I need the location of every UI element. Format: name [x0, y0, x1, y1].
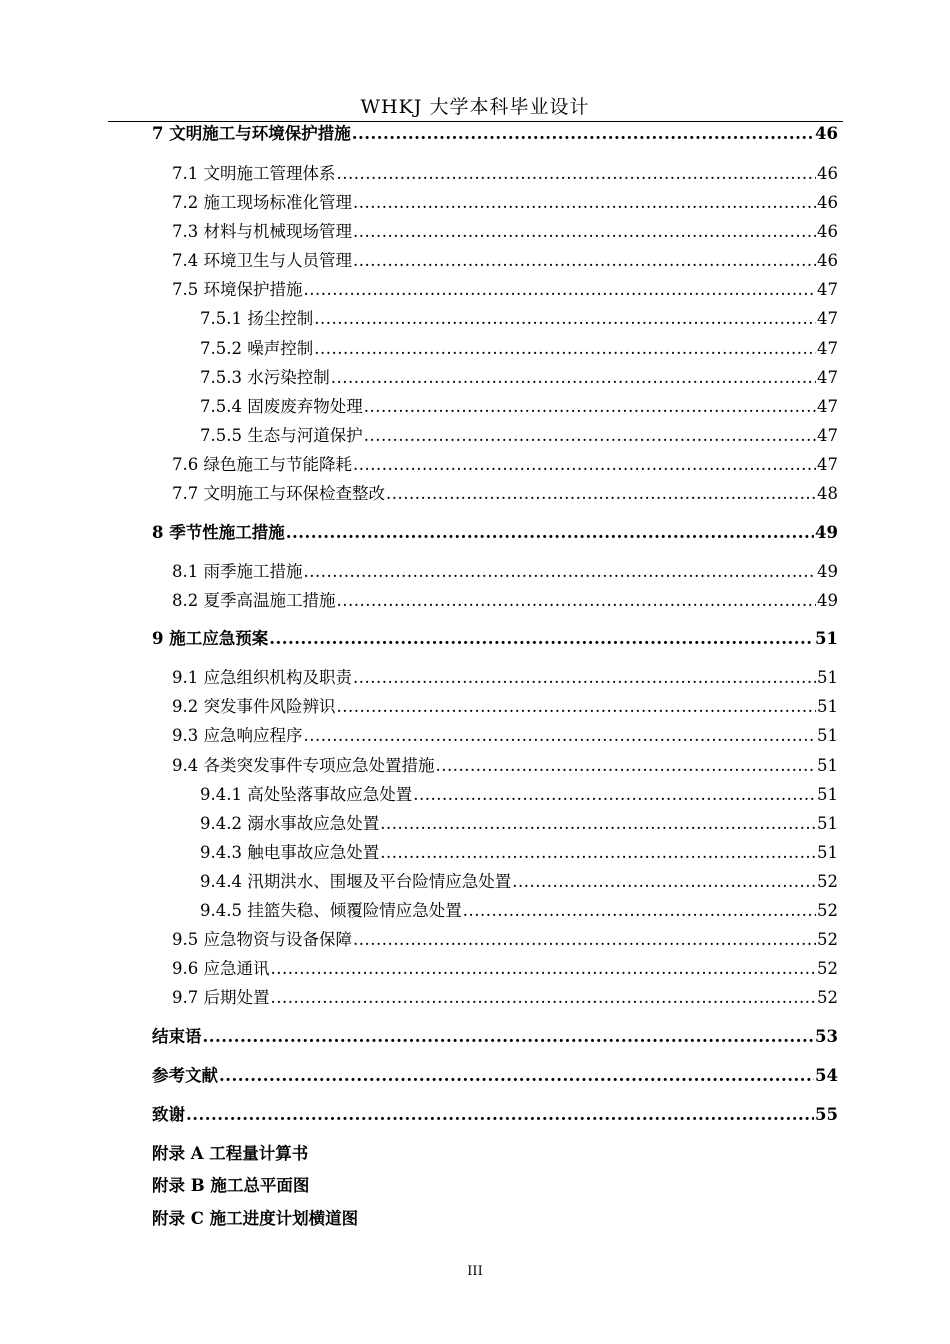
toc-entry[interactable] [200, 338, 838, 360]
toc-entry-title: 9.3 应急响应程序 [172, 726, 303, 745]
toc-page-number: 52 [817, 872, 838, 891]
toc-leader-dots [337, 163, 817, 185]
toc-page-number: 51 [817, 756, 838, 775]
toc-leader-dots [304, 279, 817, 301]
toc-page-number: 51 [817, 843, 838, 862]
toc-leader-dots [331, 367, 816, 389]
toc-entry-title: 9.4 各类突发事件专项应急处置措施 [172, 756, 435, 775]
toc-leader-dots [304, 561, 817, 583]
toc-entry[interactable] [200, 900, 838, 922]
toc-entry[interactable] [200, 871, 838, 893]
toc-leader-dots [364, 425, 816, 447]
toc-entry[interactable] [200, 308, 838, 330]
toc-entry[interactable] [200, 784, 838, 806]
toc-entry[interactable] [172, 163, 838, 185]
toc-entry[interactable] [200, 842, 838, 864]
toc-page-number: 46 [815, 124, 838, 143]
toc-appendix-entry[interactable] [152, 1175, 309, 1197]
toc-entry[interactable] [200, 813, 838, 835]
toc-page-number: 55 [815, 1105, 838, 1124]
page-number: III [467, 1264, 483, 1279]
toc-leader-dots [353, 454, 816, 476]
toc-leader-dots [286, 522, 814, 544]
toc-entry[interactable] [172, 192, 838, 214]
toc-entry[interactable] [172, 958, 838, 980]
toc-leader-dots [353, 667, 816, 689]
toc-entry[interactable] [172, 454, 838, 476]
toc-entry[interactable] [172, 929, 838, 951]
toc-entry-title: 9.4.1 高处坠落事故应急处置 [200, 785, 413, 804]
toc-entry-title: 7.2 施工现场标准化管理 [172, 193, 352, 212]
toc-leader-dots [463, 900, 816, 922]
toc-page-number: 49 [817, 562, 838, 581]
toc-entry-title: 8.1 雨季施工措施 [172, 562, 303, 581]
toc-entry-title: 9 施工应急预案 [152, 629, 269, 648]
toc-entry-title: 9.4.4 汛期洪水、围堰及平台险情应急处置 [200, 872, 512, 891]
toc-appendix-entry[interactable] [152, 1208, 358, 1230]
toc-page-number: 46 [817, 193, 838, 212]
toc-chapter-entry[interactable] [152, 123, 838, 145]
toc-chapter-entry[interactable] [152, 522, 838, 544]
toc-leader-dots [353, 221, 816, 243]
toc-leader-dots [380, 813, 816, 835]
toc-entry-title: 7.1 文明施工管理体系 [172, 164, 336, 183]
toc-entry-title: 致谢 [152, 1105, 185, 1124]
toc-entry-title: 7.5.3 水污染控制 [200, 368, 330, 387]
toc-entry-title: 9.7 后期处置 [172, 988, 270, 1007]
toc-page-number: 48 [817, 484, 838, 503]
toc-entry-title: 9.1 应急组织机构及职责 [172, 668, 352, 687]
toc-leader-dots [219, 1065, 814, 1087]
toc-entry-title: 7.3 材料与机械现场管理 [172, 222, 352, 241]
toc-entry[interactable] [172, 250, 838, 272]
toc-entry[interactable] [172, 987, 838, 1009]
toc-chapter-entry[interactable] [152, 1065, 838, 1087]
toc-entry[interactable] [172, 561, 838, 583]
toc-leader-dots [304, 725, 817, 747]
toc-entry[interactable] [200, 396, 838, 418]
toc-entry[interactable] [172, 755, 838, 777]
toc-appendix-entry[interactable] [152, 1143, 308, 1165]
toc-leader-dots [413, 784, 816, 806]
toc-chapter-entry[interactable] [152, 1026, 838, 1048]
toc-leader-dots [436, 755, 817, 777]
toc-entry-title: 附录 C 施工进度计划横道图 [152, 1209, 359, 1228]
toc-page-number: 52 [817, 988, 838, 1007]
toc-entry-title: 9.5 应急物资与设备保障 [172, 930, 352, 949]
toc-entry-title: 7.5.1 扬尘控制 [200, 309, 314, 328]
toc-entry-title: 8.2 夏季高温施工措施 [172, 591, 336, 610]
toc-leader-dots [271, 958, 817, 980]
toc-leader-dots [386, 483, 816, 505]
toc-chapter-entry[interactable] [152, 1104, 838, 1126]
toc-entry-title: 结束语 [152, 1027, 202, 1046]
toc-entry-title: 参考文献 [152, 1066, 218, 1085]
toc-page-number: 52 [817, 930, 838, 949]
toc-page-number: 47 [817, 426, 838, 445]
toc-entry-title: 7.5 环境保护措施 [172, 280, 303, 299]
toc-page-number: 47 [817, 309, 838, 328]
toc-entry[interactable] [172, 221, 838, 243]
page-header: WHKJ 大学本科毕业设计 [360, 96, 590, 118]
toc-page-number: 46 [817, 251, 838, 270]
toc-page-number: 54 [815, 1066, 838, 1085]
toc-leader-dots [314, 338, 816, 360]
toc-entry-title: 7.5.5 生态与河道保护 [200, 426, 363, 445]
toc-entry[interactable] [172, 696, 838, 718]
toc-page-number: 47 [817, 455, 838, 474]
toc-leader-dots [353, 250, 816, 272]
toc-entry-title: 9.2 突发事件风险辨识 [172, 697, 336, 716]
toc-entry[interactable] [172, 483, 838, 505]
toc-entry-title: 7.5.4 固废废弃物处理 [200, 397, 363, 416]
toc-leader-dots [353, 192, 816, 214]
toc-entry-title: 9.6 应急通讯 [172, 959, 270, 978]
toc-leader-dots [512, 871, 816, 893]
toc-leader-dots [271, 987, 817, 1009]
toc-entry[interactable] [200, 367, 838, 389]
toc-page-number: 47 [817, 368, 838, 387]
toc-entry-title: 附录 A 工程量计算书 [152, 1144, 309, 1163]
toc-page-number: 49 [817, 591, 838, 610]
toc-entry[interactable] [172, 279, 838, 301]
toc-page-number: 46 [817, 164, 838, 183]
toc-entry-title: 7.6 绿色施工与节能降耗 [172, 455, 352, 474]
toc-leader-dots [337, 696, 817, 718]
toc-entry[interactable] [172, 725, 838, 747]
toc-page-number: 51 [817, 668, 838, 687]
toc-page-number: 47 [817, 397, 838, 416]
toc-page-number: 46 [817, 222, 838, 241]
toc-leader-dots [380, 842, 816, 864]
toc-leader-dots [364, 396, 816, 418]
toc-page-number: 51 [817, 785, 838, 804]
toc-page-number: 47 [817, 339, 838, 358]
toc-entry[interactable] [172, 590, 838, 612]
toc-leader-dots [337, 590, 817, 612]
toc-entry-title: 9.4.3 触电事故应急处置 [200, 843, 380, 862]
toc-entry[interactable] [200, 425, 838, 447]
toc-entry-title: 8 季节性施工措施 [152, 523, 285, 542]
toc-entry-title: 7.4 环境卫生与人员管理 [172, 251, 352, 270]
toc-page-number: 51 [817, 697, 838, 716]
toc-page-number: 51 [815, 629, 838, 648]
toc-page-number: 52 [817, 901, 838, 920]
toc-page-number: 51 [817, 726, 838, 745]
toc-page-number: 51 [817, 814, 838, 833]
toc-page-number: 53 [815, 1027, 838, 1046]
toc-entry-title: 9.4.2 溺水事故应急处置 [200, 814, 380, 833]
toc-entry-title: 7.5.2 噪声控制 [200, 339, 314, 358]
toc-page-number: 47 [817, 280, 838, 299]
toc-entry-title: 附录 B 施工总平面图 [152, 1176, 310, 1195]
toc-leader-dots [269, 628, 814, 650]
toc-entry-title: 7 文明施工与环境保护措施 [152, 124, 351, 143]
toc-entry-title: 9.4.5 挂篮失稳、倾覆险情应急处置 [200, 901, 462, 920]
toc-leader-dots [352, 123, 814, 145]
toc-chapter-entry[interactable] [152, 628, 838, 650]
toc-page-number: 52 [817, 959, 838, 978]
toc-leader-dots [314, 308, 816, 330]
toc-entry-title: 7.7 文明施工与环保检查整改 [172, 484, 385, 503]
toc-page-number: 49 [815, 523, 838, 542]
toc-leader-dots [186, 1104, 814, 1126]
toc-leader-dots [203, 1026, 815, 1048]
toc-entry[interactable] [172, 667, 838, 689]
toc-leader-dots [353, 929, 816, 951]
